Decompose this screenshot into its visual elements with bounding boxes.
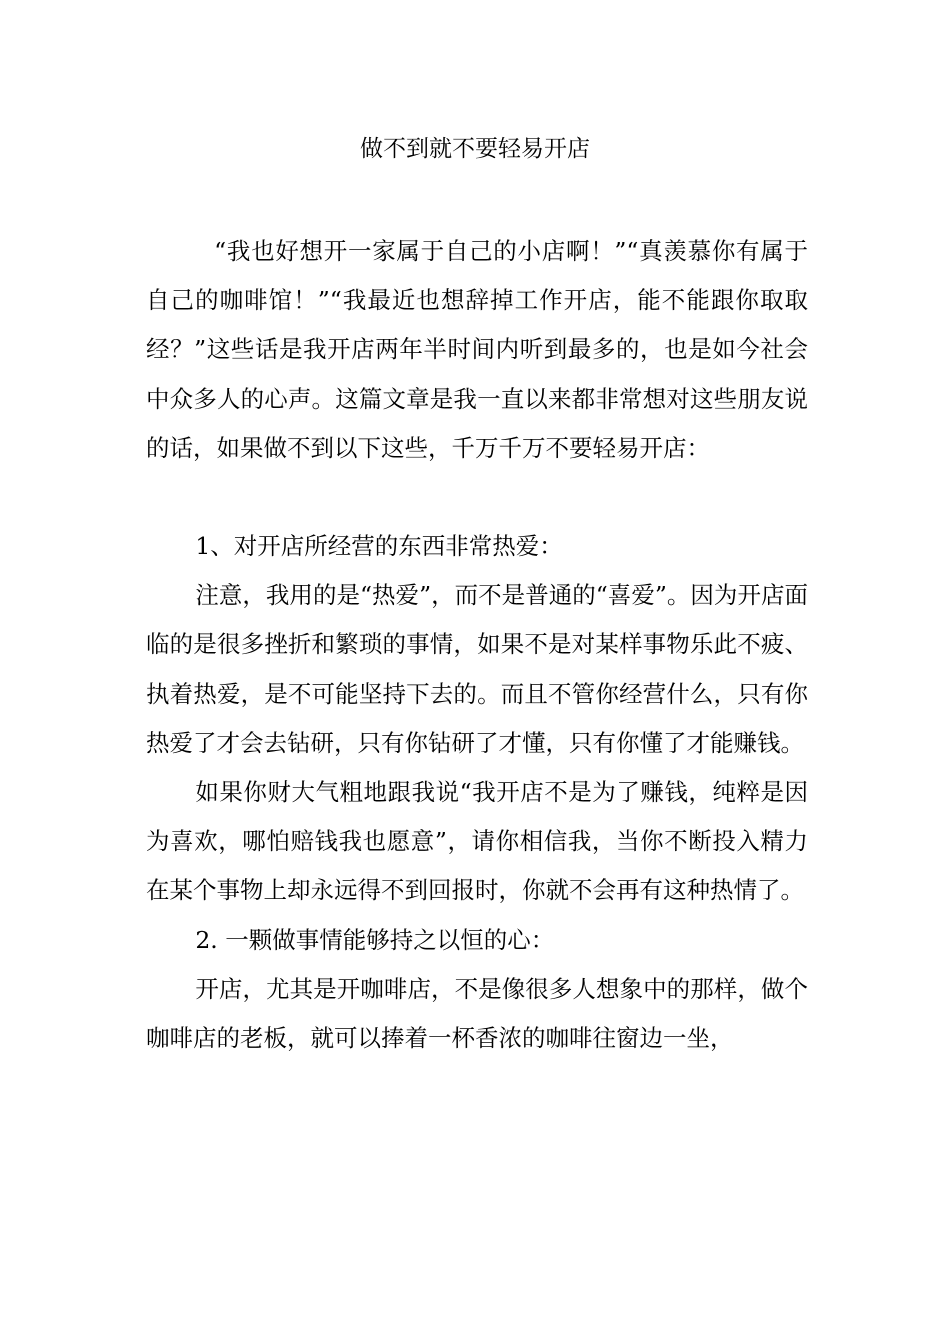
section-1-heading: 1、对开店所经营的东西非常热爱： [195,532,563,561]
intro-paragraph: “我也好想开一家属于自己的小店啊！”“真羡慕你有属于自己的咖啡馆！”“我最近也想辞掉工作开店，能不能跟你取取经？”这些话是我开店两年半时间内听到最多的，也是如今社会中众多人的心声。这篇文章是我一直以来都非常想对这些朋友说的话，如果做不到以下这些，千万千万不要轻易开店： [146,237,808,462]
section-2-paragraph-1: 开店，尤其是开咖啡店，不是像很多人想象中的那样，做个咖啡店的老板，就可以捧着一杯香浓的咖啡往窗边一坐， [146,974,808,1053]
paragraph-gap [146,473,808,522]
section-1-paragraph-1: 注意，我用的是“热爱”，而不是普通的“喜爱”。因为开店面临的是很多挫折和繁琐的事情，如果不是对某样事物乐此不疲、执着热爱，是不可能坚持下去的。而且不管你经营什么，只有你热爱了才会去钻研，只有你钻研了才懂，只有你懂了才能赚钱。 [146,581,808,757]
section-1-paragraph-2: 如果你财大气粗地跟我说“我开店不是为了赚钱，纯粹是因为喜欢，哪怕赔钱我也愿意”，请你相信我，当你不断投入精力在某个事物上却永远得不到回报时，你就不会再有这种热情了。 [146,778,808,905]
document-title: 做不到就不要轻易开店 [360,136,590,162]
document-body [146,227,808,1063]
section-2-heading: 2. 一颗做事情能够持之以恒的心： [195,925,555,954]
